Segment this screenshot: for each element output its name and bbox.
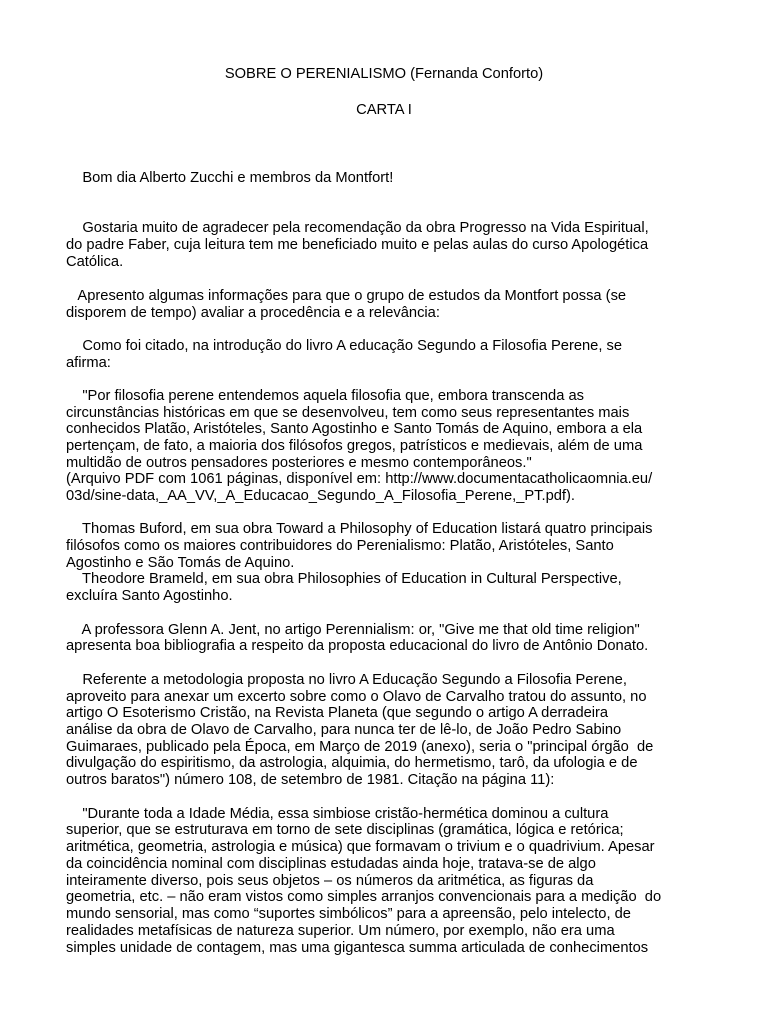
text-line: do padre Faber, cuja leitura tem me beneficiado muito e pelas aulas do curso Apologética (66, 237, 649, 253)
text-line: Agostinho e São Tomás de Aquino. (66, 555, 295, 571)
text-line: análise da obra de Olavo de Carvalho, para nunca ter de lê-lo, de João Pedro Sabino (66, 722, 622, 738)
text-line: artigo O Esoterismo Cristão, na Revista Planeta (que segundo o artigo A derradeira (66, 705, 609, 721)
text-line: 03d/sine-data,_AA_VV,_A_Educacao_Segundo_A_Filosofia_Perene,_PT.pdf). (66, 488, 575, 504)
text-line: realidades metafísicas de natureza superior. Um número, por exemplo, não era uma (66, 923, 615, 939)
text-line: aritmética, geometria, astrologia e música) que formavam o trivium e o quadrivium. Apesar (66, 839, 655, 855)
greeting: Bom dia Alberto Zucchi e membros da Montfort! (66, 170, 394, 186)
text-line: aproveito para anexar um excerto sobre como o Olavo de Carvalho tratou do assunto, no (66, 689, 647, 705)
text-line: Guimaraes, publicado pela Época, em Março de 2019 (anexo), seria o "principal órgão de (66, 739, 654, 755)
text-line: multidão de outros pensadores posteriores e mesmo contemporâneos." (66, 455, 532, 471)
text-line: Thomas Buford, em sua obra Toward a Philosophy of Education listará quatro principais (66, 521, 653, 537)
text-line: filósofos como os maiores contribuidores do Perenialismo: Platão, Aristóteles, Santo (66, 538, 614, 554)
text-line: mundo sensorial, mas como “suportes simbólicos” para a apreensão, pelo intelecto, de (66, 906, 631, 922)
text-line: da coincidência nominal com disciplinas estudadas ainda hoje, tratava-se de algo (66, 856, 596, 872)
document-title: SOBRE O PERENIALISMO (Fernanda Conforto) (224, 66, 544, 82)
text-line: divulgação do espiritismo, da astrologia, alquimia, do hermetismo, tarô, da ufologia e de (66, 755, 638, 771)
text-line: "Durante toda a Idade Média, essa simbiose cristão-hermética dominou a cultura (66, 806, 609, 822)
text-line: afirma: (66, 355, 111, 371)
text-line: disporem de tempo) avaliar a procedência e a relevância: (66, 305, 440, 321)
text-line: Apresento algumas informações para que o grupo de estudos da Montfort possa (se (66, 288, 627, 304)
text-line: Como foi citado, na introdução do livro A educação Segundo a Filosofia Perene, se (66, 338, 623, 354)
text-line: "Por filosofia perene entendemos aquela filosofia que, embora transcenda as (66, 388, 584, 404)
text-line: (Arquivo PDF com 1061 páginas, disponível em: http://www.documentacatholicaomnia.eu/ (66, 471, 653, 487)
text-line: Referente a metodologia proposta no livro A Educação Segundo a Filosofia Perene, (66, 672, 627, 688)
text-line: circunstâncias históricas em que se desenvolveu, tem como seus representantes mais (66, 405, 630, 421)
text-line: Católica. (66, 254, 124, 270)
text-line: superior, que se estruturava em torno de sete disciplinas (gramática, lógica e retórica; (66, 822, 624, 838)
text-line: excluíra Santo Agostinho. (66, 588, 233, 604)
text-line: A professora Glenn A. Jent, no artigo Perennialism: or, "Give me that old time religion" (66, 622, 640, 638)
text-line: outros baratos") número 108, de setembro de 1981. Citação na página 11): (66, 772, 555, 788)
text-line: Gostaria muito de agradecer pela recomendação da obra Progresso na Vida Espiritual, (66, 220, 649, 236)
text-line: inteiramente diverso, pois seus objetos – os números da aritmética, as figuras da (66, 873, 594, 889)
text-line: simples unidade de contagem, mas uma gigantesca summa articulada de conhecimentos (66, 940, 649, 956)
document-subtitle: CARTA I (356, 102, 412, 118)
text-line: geometria, etc. – não eram vistos como simples arranjos convencionais para a medição do (66, 889, 662, 905)
text-line: pertençam, de fato, a maioria dos filósofos gregos, patrísticos e medievais, além de uma (66, 438, 643, 454)
text-line: conhecidos Platão, Aristóteles, Santo Agostinho e Santo Tomás de Aquino, embora a ela (66, 421, 643, 437)
text-line: apresenta boa bibliografia a respeito da proposta educacional do livro de Antônio Donato. (66, 638, 649, 654)
text-line: Theodore Brameld, em sua obra Philosophies of Education in Cultural Perspective, (66, 571, 622, 587)
